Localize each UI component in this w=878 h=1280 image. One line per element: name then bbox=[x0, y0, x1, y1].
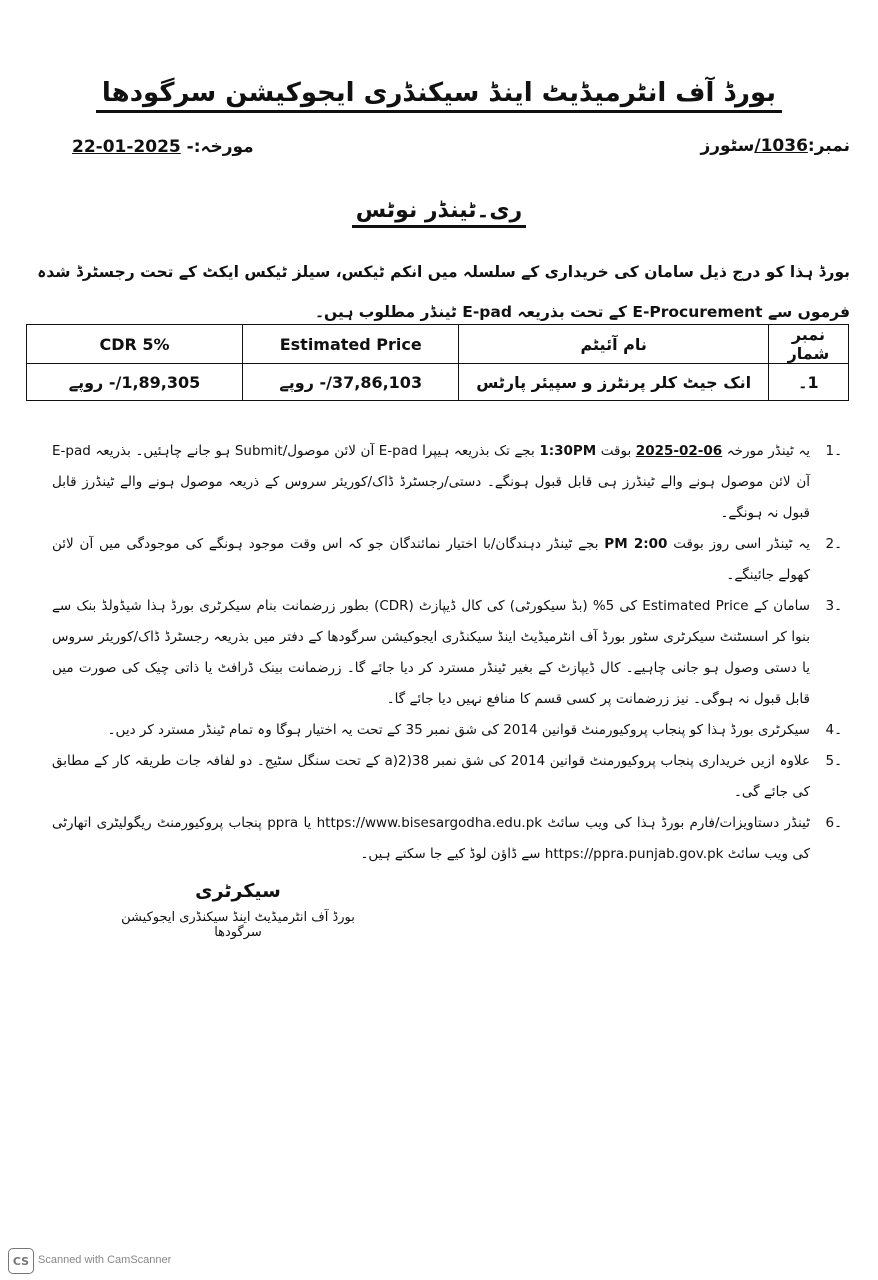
header-sr: نمبر شمار bbox=[768, 325, 848, 364]
condition-number: 1۔ bbox=[825, 443, 842, 459]
items-table bbox=[26, 324, 849, 401]
condition-number: 4۔ bbox=[825, 722, 842, 738]
conditions-list bbox=[52, 436, 842, 870]
signatory-title: سیکرٹری bbox=[195, 880, 281, 902]
date-value: 22-01-2025 bbox=[72, 137, 181, 157]
condition-number: 5۔ bbox=[825, 753, 842, 769]
ref-label: نمبر: bbox=[807, 136, 850, 156]
signature-block bbox=[118, 880, 358, 940]
condition-item: 1۔ یہ ٹینڈر مورخہ 06-02-2025 بوقت 1:30PM بجے تک بذریعہ ہیپرا E-pad آن لائن موصول/Submit ہو جانے چاہئیں۔ بذریعہ E-pad آن لائن موصول ہونے والے ٹینڈرز ہی قابل قبول ہونگے۔ دستی/رجسٹرڈ ڈاک/کوریئر سروس کے ذریعہ موصول ہونے والے ٹینڈرز قابل قبول نہ ہونگے۔ bbox=[52, 436, 842, 529]
cell-sr: 1۔ bbox=[768, 364, 848, 401]
header-item: نام آئیٹم bbox=[459, 325, 768, 364]
opening-time: 2:00 PM bbox=[604, 536, 668, 552]
camscanner-logo-icon: CS bbox=[8, 1248, 34, 1274]
signatory-organization: بورڈ آف انٹرمیڈیٹ اینڈ سیکنڈری ایجوکیشن سرگودھا bbox=[121, 910, 355, 940]
header-cdr: 5% CDR bbox=[27, 325, 243, 364]
cell-item: انک جیٹ کلر پرنٹرز و سپیئر پارٹس bbox=[459, 364, 768, 401]
condition-number: 2۔ bbox=[825, 536, 842, 552]
header-price: Estimated Price bbox=[243, 325, 459, 364]
condition-number: 3۔ bbox=[825, 598, 842, 614]
notice-intro: بورڈ ہذا کو درج ذیل سامان کی خریداری کے سلسلہ میں انکم ٹیکس، سیلز ٹیکس ایکٹ کے تحت رجسٹرڈ شدہ فرموں سے E-Procurement کے تحت بذریعہ E-pad ٹینڈر مطلوب ہیں۔ bbox=[37, 263, 850, 321]
ref-number: 1036/ bbox=[754, 136, 808, 156]
table-header-row bbox=[27, 325, 849, 364]
ref-suffix: سٹورز bbox=[700, 136, 755, 156]
condition-item: 5۔ علاوہ ازیں خریداری پنجاب پروکیورمنٹ قوانین 2014 کی شق نمبر 38(2(a کے تحت سنگل سٹیج۔ دو لفافہ جات طریقہ کار کے مطابق کی جائے گی۔ bbox=[52, 746, 842, 808]
condition-item: 2۔ یہ ٹینڈر اسی روز بوقت 2:00 PM بجے ٹینڈر دہندگان/با اختیار نمائندگان جو کہ اس وقت موجود ہونگے کی موجودگی میں آن لائن کھولے جائینگے۔ bbox=[52, 529, 842, 591]
reference-number bbox=[700, 136, 850, 156]
cell-price: 37,86,103/- روپے bbox=[243, 364, 459, 401]
condition-number: 6۔ bbox=[825, 815, 842, 831]
condition-item: 3۔ سامان کے Estimated Price کی 5% (بڈ سیکورٹی) کی کال ڈیپازٹ (CDR) بطور زرضمانت بنام سیکرٹری بورڈ ہذا شیڈولڈ بنک سے بنوا کر اسسٹنٹ سیکرٹری سٹور بورڈ آف انٹرمیڈیٹ اینڈ سیکنڈری ایجوکیشن سرگودھا کے دفتر میں بذریعہ رجسٹرڈ ڈاک/کوریئر سروس یا دستی وصول ہو جانی چاہیے۔ کال ڈیپازٹ کے بغیر ٹینڈر مسترد کر دیا جائے گا۔ زرضمانت بینک ڈرافٹ یا ذاتی چیک کی صورت میں قابل قبول نہ ہوگی۔ نیز زرضمانت پر کسی قسم کا منافع نہیں دیا جائے گا۔ bbox=[52, 591, 842, 715]
scanner-watermark: Scanned with CamScanner bbox=[38, 1254, 172, 1266]
condition-item: 6۔ ٹینڈر دستاویزات/فارم بورڈ ہذا کی ویب سائٹ https://www.bisesargodha.edu.pk یا ppra پنجاب پروکیورمنٹ ریگولیٹری اتھارٹی کی ویب سائٹ https://ppra.punjab.gov.pk سے ڈاؤن لوڈ کیے جا سکتے ہیں۔ bbox=[52, 808, 842, 870]
date-label: مورخہ:- bbox=[186, 137, 254, 157]
table-row bbox=[27, 364, 849, 401]
notice-subtitle: ری۔ٹینڈر نوٹس bbox=[0, 198, 878, 223]
notice-date bbox=[72, 136, 254, 157]
cell-cdr: 1,89,305/- روپے bbox=[27, 364, 243, 401]
opening-date: 06-02-2025 bbox=[635, 443, 723, 459]
board-title: بورڈ آف انٹرمیڈیٹ اینڈ سیکنڈری ایجوکیشن سرگودھا bbox=[0, 78, 878, 108]
condition-item: 4۔ سیکرٹری بورڈ ہذا کو پنجاب پروکیورمنٹ قوانین 2014 کی شق نمبر 35 کے تحت یہ اختیار ہوگا وہ تمام ٹینڈر مسترد کر دیں۔ bbox=[52, 715, 842, 746]
deadline-time: 1:30PM bbox=[539, 443, 597, 459]
